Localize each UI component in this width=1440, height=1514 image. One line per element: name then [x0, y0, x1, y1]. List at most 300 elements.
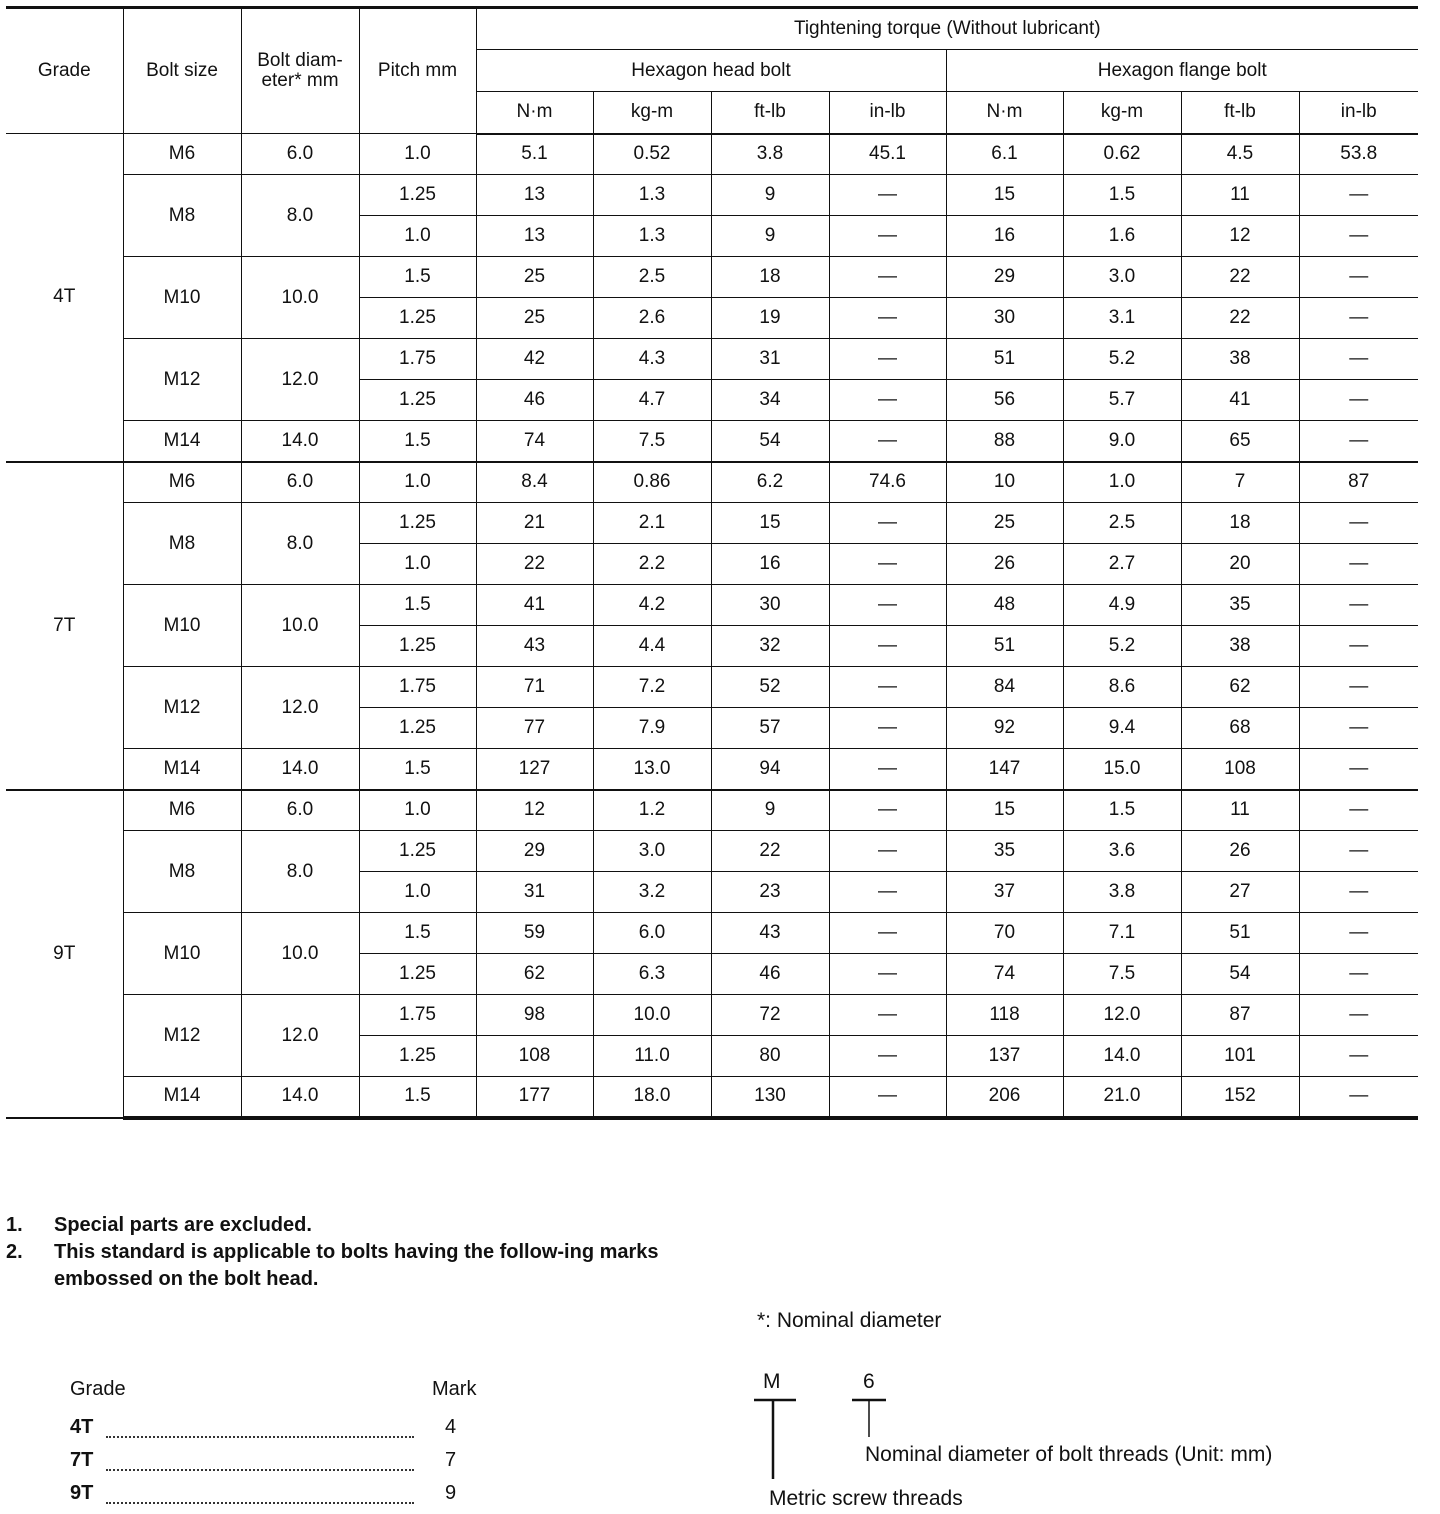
header-hexagon-head-bolt: Hexagon head bolt	[476, 50, 946, 92]
bolt-size-cell: M10	[123, 257, 241, 339]
head-inlb-cell: —	[829, 257, 946, 298]
head-ftlb-cell: 3.8	[711, 134, 829, 175]
bolt-diameter-cell: 6.0	[241, 462, 359, 503]
flange-ftlb-cell: 51	[1181, 913, 1299, 954]
head-kgm-cell: 18.0	[593, 1077, 711, 1118]
flange-inlb-cell: —	[1299, 790, 1418, 831]
pitch-cell: 1.25	[359, 503, 476, 544]
pitch-cell: 1.0	[359, 544, 476, 585]
note-text: This standard is applicable to bolts having the follow-ing marks embossed on the bolt head.	[54, 1241, 659, 1290]
flange-ftlb-cell: 4.5	[1181, 134, 1299, 175]
flange-ftlb-cell: 20	[1181, 544, 1299, 585]
flange-nm-cell: 48	[946, 585, 1063, 626]
head-inlb-cell: —	[829, 626, 946, 667]
pitch-cell: 1.0	[359, 790, 476, 831]
bolt-size-cell: M6	[123, 790, 241, 831]
head-nm-cell: 74	[476, 421, 593, 462]
flange-nm-cell: 56	[946, 380, 1063, 421]
bolt-size-cell: M6	[123, 462, 241, 503]
head-kgm-cell: 4.3	[593, 339, 711, 380]
head-nm-cell: 108	[476, 1036, 593, 1077]
head-kgm-cell: 4.2	[593, 585, 711, 626]
flange-nm-cell: 74	[946, 954, 1063, 995]
bolt-diameter-cell: 12.0	[241, 339, 359, 421]
note-item	[6, 1239, 696, 1293]
note-number: 1.	[6, 1214, 23, 1236]
head-ftlb-cell: 46	[711, 954, 829, 995]
flange-ftlb-cell: 101	[1181, 1036, 1299, 1077]
head-ftlb-cell: 6.2	[711, 462, 829, 503]
flange-ftlb-cell: 62	[1181, 667, 1299, 708]
flange-nm-cell: 6.1	[946, 134, 1063, 175]
pitch-cell: 1.25	[359, 626, 476, 667]
torque-table	[6, 6, 1418, 1120]
head-ftlb-cell: 22	[711, 831, 829, 872]
thread-number-label: Nominal diameter of bolt threads (Unit: mm)	[865, 1443, 1273, 1466]
head-nm-cell: 98	[476, 995, 593, 1036]
dot-leader	[106, 1449, 414, 1471]
flange-inlb-cell: —	[1299, 667, 1418, 708]
flange-kgm-cell: 1.5	[1063, 790, 1181, 831]
table-row	[6, 339, 1418, 380]
bolt-diameter-cell: 14.0	[241, 421, 359, 462]
flange-nm-cell: 147	[946, 749, 1063, 790]
head-nm-cell: 29	[476, 831, 593, 872]
head-ftlb-cell: 19	[711, 298, 829, 339]
table-row	[6, 667, 1418, 708]
flange-inlb-cell: —	[1299, 339, 1418, 380]
head-kgm-cell: 0.52	[593, 134, 711, 175]
flange-ftlb-cell: 152	[1181, 1077, 1299, 1118]
table-row	[6, 462, 1418, 503]
flange-kgm-cell: 0.62	[1063, 134, 1181, 175]
head-nm-cell: 177	[476, 1077, 593, 1118]
table-row	[6, 1077, 1418, 1118]
bolt-diameter-cell: 14.0	[241, 749, 359, 790]
head-kgm-cell: 10.0	[593, 995, 711, 1036]
flange-ftlb-cell: 12	[1181, 216, 1299, 257]
pitch-cell: 1.25	[359, 380, 476, 421]
flange-kgm-cell: 15.0	[1063, 749, 1181, 790]
bolt-size-cell: M12	[123, 995, 241, 1077]
flange-inlb-cell: —	[1299, 1036, 1418, 1077]
head-inlb-cell: —	[829, 1036, 946, 1077]
head-ftlb-cell: 9	[711, 216, 829, 257]
head-nm-cell: 42	[476, 339, 593, 380]
grade-cell: 9T	[6, 790, 123, 1118]
grade-mark-row	[70, 1441, 470, 1474]
head-inlb-cell: —	[829, 1077, 946, 1118]
flange-nm-cell: 51	[946, 626, 1063, 667]
flange-inlb-cell: —	[1299, 872, 1418, 913]
flange-inlb-cell: —	[1299, 585, 1418, 626]
pitch-cell: 1.0	[359, 872, 476, 913]
head-nm-cell: 62	[476, 954, 593, 995]
thread-number: 6	[863, 1370, 875, 1393]
flange-kgm-cell: 2.5	[1063, 503, 1181, 544]
flange-inlb-cell: —	[1299, 298, 1418, 339]
head-nm-cell: 5.1	[476, 134, 593, 175]
head-inlb-cell: —	[829, 503, 946, 544]
flange-kgm-cell: 4.9	[1063, 585, 1181, 626]
head-ftlb-cell: 80	[711, 1036, 829, 1077]
header-unit: ft-lb	[1181, 92, 1299, 134]
head-inlb-cell: —	[829, 544, 946, 585]
flange-kgm-cell: 3.1	[1063, 298, 1181, 339]
flange-nm-cell: 30	[946, 298, 1063, 339]
flange-ftlb-cell: 65	[1181, 421, 1299, 462]
head-ftlb-cell: 43	[711, 913, 829, 954]
grade-mark-mark: 7	[445, 1449, 457, 1471]
grade-mark-header-grade: Grade	[70, 1378, 126, 1400]
flange-inlb-cell: 87	[1299, 462, 1418, 503]
head-inlb-cell: —	[829, 831, 946, 872]
flange-kgm-cell: 21.0	[1063, 1077, 1181, 1118]
head-inlb-cell: —	[829, 749, 946, 790]
head-inlb-cell: —	[829, 175, 946, 216]
flange-ftlb-cell: 27	[1181, 872, 1299, 913]
head-inlb-cell: —	[829, 298, 946, 339]
pitch-cell: 1.25	[359, 298, 476, 339]
head-kgm-cell: 4.4	[593, 626, 711, 667]
bolt-size-cell: M14	[123, 421, 241, 462]
head-nm-cell: 41	[476, 585, 593, 626]
table-row	[6, 790, 1418, 831]
head-nm-cell: 13	[476, 216, 593, 257]
flange-kgm-cell: 7.1	[1063, 913, 1181, 954]
flange-ftlb-cell: 38	[1181, 626, 1299, 667]
head-kgm-cell: 0.86	[593, 462, 711, 503]
flange-inlb-cell: —	[1299, 954, 1418, 995]
flange-inlb-cell: —	[1299, 708, 1418, 749]
head-nm-cell: 25	[476, 298, 593, 339]
flange-nm-cell: 35	[946, 831, 1063, 872]
head-inlb-cell: —	[829, 708, 946, 749]
header-unit: kg-m	[593, 92, 711, 134]
flange-kgm-cell: 1.0	[1063, 462, 1181, 503]
header-bolt-diameter: Bolt diam-eter* mm	[241, 8, 359, 134]
pitch-cell: 1.75	[359, 339, 476, 380]
pitch-cell: 1.25	[359, 954, 476, 995]
bolt-size-cell: M8	[123, 175, 241, 257]
head-ftlb-cell: 30	[711, 585, 829, 626]
head-nm-cell: 8.4	[476, 462, 593, 503]
flange-kgm-cell: 8.6	[1063, 667, 1181, 708]
flange-ftlb-cell: 68	[1181, 708, 1299, 749]
flange-inlb-cell: —	[1299, 1077, 1418, 1118]
head-ftlb-cell: 72	[711, 995, 829, 1036]
head-nm-cell: 71	[476, 667, 593, 708]
header-hexagon-flange-bolt: Hexagon flange bolt	[946, 50, 1418, 92]
head-kgm-cell: 7.2	[593, 667, 711, 708]
table-row	[6, 585, 1418, 626]
table-row	[6, 421, 1418, 462]
head-kgm-cell: 6.3	[593, 954, 711, 995]
bolt-size-cell: M8	[123, 503, 241, 585]
head-inlb-cell: 45.1	[829, 134, 946, 175]
head-ftlb-cell: 18	[711, 257, 829, 298]
head-kgm-cell: 7.5	[593, 421, 711, 462]
dot-leader	[106, 1416, 414, 1438]
flange-kgm-cell: 5.7	[1063, 380, 1181, 421]
flange-kgm-cell: 2.7	[1063, 544, 1181, 585]
bolt-diameter-cell: 12.0	[241, 995, 359, 1077]
flange-kgm-cell: 12.0	[1063, 995, 1181, 1036]
bolt-size-cell: M6	[123, 134, 241, 175]
head-inlb-cell: —	[829, 667, 946, 708]
table-row	[6, 831, 1418, 872]
flange-nm-cell: 16	[946, 216, 1063, 257]
flange-inlb-cell: —	[1299, 503, 1418, 544]
flange-kgm-cell: 14.0	[1063, 1036, 1181, 1077]
grade-mark-mark: 9	[445, 1482, 457, 1504]
pitch-cell: 1.5	[359, 749, 476, 790]
header-pitch: Pitch mm	[359, 8, 476, 134]
head-kgm-cell: 3.2	[593, 872, 711, 913]
bolt-diameter-cell: 10.0	[241, 585, 359, 667]
pitch-cell: 1.25	[359, 708, 476, 749]
bolt-diameter-cell: 6.0	[241, 790, 359, 831]
flange-ftlb-cell: 35	[1181, 585, 1299, 626]
footnote-nominal-diameter: *: Nominal diameter	[757, 1309, 942, 1332]
head-ftlb-cell: 31	[711, 339, 829, 380]
flange-nm-cell: 15	[946, 790, 1063, 831]
head-inlb-cell: —	[829, 995, 946, 1036]
flange-nm-cell: 88	[946, 421, 1063, 462]
head-kgm-cell: 2.5	[593, 257, 711, 298]
pitch-cell: 1.5	[359, 913, 476, 954]
flange-nm-cell: 10	[946, 462, 1063, 503]
header-unit: ft-lb	[711, 92, 829, 134]
flange-nm-cell: 37	[946, 872, 1063, 913]
pitch-cell: 1.0	[359, 216, 476, 257]
note-number: 2.	[6, 1241, 23, 1263]
flange-kgm-cell: 3.0	[1063, 257, 1181, 298]
note-text: Special parts are excluded.	[54, 1214, 312, 1236]
header-grade: Grade	[6, 8, 123, 134]
bolt-size-cell: M8	[123, 831, 241, 913]
flange-kgm-cell: 5.2	[1063, 339, 1181, 380]
head-inlb-cell: —	[829, 872, 946, 913]
head-inlb-cell: —	[829, 585, 946, 626]
header-unit: in-lb	[829, 92, 946, 134]
flange-ftlb-cell: 11	[1181, 790, 1299, 831]
head-nm-cell: 77	[476, 708, 593, 749]
head-nm-cell: 22	[476, 544, 593, 585]
flange-inlb-cell: 53.8	[1299, 134, 1418, 175]
flange-inlb-cell: —	[1299, 831, 1418, 872]
flange-nm-cell: 26	[946, 544, 1063, 585]
flange-inlb-cell: —	[1299, 257, 1418, 298]
head-ftlb-cell: 16	[711, 544, 829, 585]
flange-kgm-cell: 1.5	[1063, 175, 1181, 216]
flange-ftlb-cell: 38	[1181, 339, 1299, 380]
flange-kgm-cell: 3.8	[1063, 872, 1181, 913]
head-ftlb-cell: 15	[711, 503, 829, 544]
head-kgm-cell: 7.9	[593, 708, 711, 749]
head-ftlb-cell: 94	[711, 749, 829, 790]
header-bolt-size: Bolt size	[123, 8, 241, 134]
flange-nm-cell: 70	[946, 913, 1063, 954]
bolt-diameter-cell: 8.0	[241, 503, 359, 585]
flange-nm-cell: 92	[946, 708, 1063, 749]
table-row	[6, 749, 1418, 790]
head-kgm-cell: 1.2	[593, 790, 711, 831]
head-kgm-cell: 2.2	[593, 544, 711, 585]
pitch-cell: 1.25	[359, 175, 476, 216]
flange-ftlb-cell: 18	[1181, 503, 1299, 544]
bolt-diameter-cell: 8.0	[241, 175, 359, 257]
head-kgm-cell: 4.7	[593, 380, 711, 421]
flange-kgm-cell: 7.5	[1063, 954, 1181, 995]
head-ftlb-cell: 57	[711, 708, 829, 749]
bolt-diameter-cell: 12.0	[241, 667, 359, 749]
head-nm-cell: 43	[476, 626, 593, 667]
head-inlb-cell: 74.6	[829, 462, 946, 503]
head-nm-cell: 59	[476, 913, 593, 954]
grade-mark-row	[70, 1474, 470, 1507]
table-row	[6, 995, 1418, 1036]
head-inlb-cell: —	[829, 790, 946, 831]
pitch-cell: 1.0	[359, 134, 476, 175]
grade-mark-grade: 4T	[70, 1416, 94, 1438]
flange-ftlb-cell: 54	[1181, 954, 1299, 995]
grade-cell: 7T	[6, 462, 123, 790]
grade-mark-grade: 7T	[70, 1449, 94, 1471]
head-nm-cell: 21	[476, 503, 593, 544]
flange-kgm-cell: 9.4	[1063, 708, 1181, 749]
head-inlb-cell: —	[829, 339, 946, 380]
flange-ftlb-cell: 22	[1181, 298, 1299, 339]
head-kgm-cell: 11.0	[593, 1036, 711, 1077]
head-inlb-cell: —	[829, 380, 946, 421]
pitch-cell: 1.5	[359, 257, 476, 298]
flange-nm-cell: 25	[946, 503, 1063, 544]
bolt-diameter-cell: 10.0	[241, 913, 359, 995]
flange-inlb-cell: —	[1299, 544, 1418, 585]
head-ftlb-cell: 9	[711, 175, 829, 216]
bolt-size-cell: M10	[123, 585, 241, 667]
pitch-cell: 1.5	[359, 1077, 476, 1118]
header-unit: N·m	[946, 92, 1063, 134]
pitch-cell: 1.75	[359, 667, 476, 708]
head-ftlb-cell: 23	[711, 872, 829, 913]
flange-ftlb-cell: 22	[1181, 257, 1299, 298]
pitch-cell: 1.5	[359, 421, 476, 462]
head-nm-cell: 46	[476, 380, 593, 421]
head-ftlb-cell: 9	[711, 790, 829, 831]
head-kgm-cell: 13.0	[593, 749, 711, 790]
table-row	[6, 503, 1418, 544]
table-row	[6, 134, 1418, 175]
grade-mark-list	[70, 1378, 477, 1507]
flange-ftlb-cell: 41	[1181, 380, 1299, 421]
pitch-cell: 1.5	[359, 585, 476, 626]
table-row	[6, 257, 1418, 298]
flange-kgm-cell: 3.6	[1063, 831, 1181, 872]
grade-mark-header-mark: Mark	[432, 1378, 477, 1400]
flange-nm-cell: 137	[946, 1036, 1063, 1077]
head-nm-cell: 31	[476, 872, 593, 913]
head-ftlb-cell: 130	[711, 1077, 829, 1118]
flange-inlb-cell: —	[1299, 175, 1418, 216]
flange-nm-cell: 84	[946, 667, 1063, 708]
flange-kgm-cell: 5.2	[1063, 626, 1181, 667]
bolt-size-cell: M14	[123, 749, 241, 790]
header-unit: N·m	[476, 92, 593, 134]
dot-leader	[106, 1482, 414, 1504]
head-inlb-cell: —	[829, 954, 946, 995]
head-nm-cell: 12	[476, 790, 593, 831]
bolt-size-cell: M14	[123, 1077, 241, 1118]
pitch-cell: 1.75	[359, 995, 476, 1036]
bolt-diameter-cell: 14.0	[241, 1077, 359, 1118]
head-kgm-cell: 2.6	[593, 298, 711, 339]
grade-cell: 4T	[6, 134, 123, 462]
pitch-cell: 1.0	[359, 462, 476, 503]
flange-nm-cell: 15	[946, 175, 1063, 216]
pitch-cell: 1.25	[359, 831, 476, 872]
flange-nm-cell: 29	[946, 257, 1063, 298]
flange-inlb-cell: —	[1299, 749, 1418, 790]
flange-inlb-cell: —	[1299, 995, 1418, 1036]
head-kgm-cell: 1.3	[593, 216, 711, 257]
header-unit: in-lb	[1299, 92, 1418, 134]
flange-kgm-cell: 9.0	[1063, 421, 1181, 462]
flange-ftlb-cell: 108	[1181, 749, 1299, 790]
flange-kgm-cell: 1.6	[1063, 216, 1181, 257]
bolt-size-cell: M12	[123, 339, 241, 421]
head-ftlb-cell: 34	[711, 380, 829, 421]
pitch-cell: 1.25	[359, 1036, 476, 1077]
flange-nm-cell: 206	[946, 1077, 1063, 1118]
head-kgm-cell: 2.1	[593, 503, 711, 544]
bolt-diameter-cell: 8.0	[241, 831, 359, 913]
grade-mark-row	[70, 1408, 470, 1441]
head-ftlb-cell: 32	[711, 626, 829, 667]
grade-mark-mark: 4	[445, 1416, 457, 1438]
flange-ftlb-cell: 87	[1181, 995, 1299, 1036]
flange-ftlb-cell: 26	[1181, 831, 1299, 872]
head-inlb-cell: —	[829, 216, 946, 257]
header-unit: kg-m	[1063, 92, 1181, 134]
head-ftlb-cell: 52	[711, 667, 829, 708]
head-inlb-cell: —	[829, 913, 946, 954]
grade-mark-grade: 9T	[70, 1482, 94, 1504]
flange-inlb-cell: —	[1299, 626, 1418, 667]
bolt-diameter-cell: 6.0	[241, 134, 359, 175]
notes	[6, 1212, 696, 1293]
table-row	[6, 913, 1418, 954]
flange-inlb-cell: —	[1299, 913, 1418, 954]
header-tightening-torque: Tightening torque (Without lubricant)	[476, 8, 1418, 50]
flange-inlb-cell: —	[1299, 216, 1418, 257]
bolt-diameter-cell: 10.0	[241, 257, 359, 339]
table-row	[6, 175, 1418, 216]
head-nm-cell: 25	[476, 257, 593, 298]
flange-inlb-cell: —	[1299, 380, 1418, 421]
thread-letter-label: Metric screw threads	[769, 1487, 963, 1510]
flange-ftlb-cell: 11	[1181, 175, 1299, 216]
head-nm-cell: 13	[476, 175, 593, 216]
head-kgm-cell: 3.0	[593, 831, 711, 872]
thread-letter: M	[763, 1370, 781, 1393]
head-kgm-cell: 6.0	[593, 913, 711, 954]
head-kgm-cell: 1.3	[593, 175, 711, 216]
head-nm-cell: 127	[476, 749, 593, 790]
bolt-size-cell: M10	[123, 913, 241, 995]
head-ftlb-cell: 54	[711, 421, 829, 462]
